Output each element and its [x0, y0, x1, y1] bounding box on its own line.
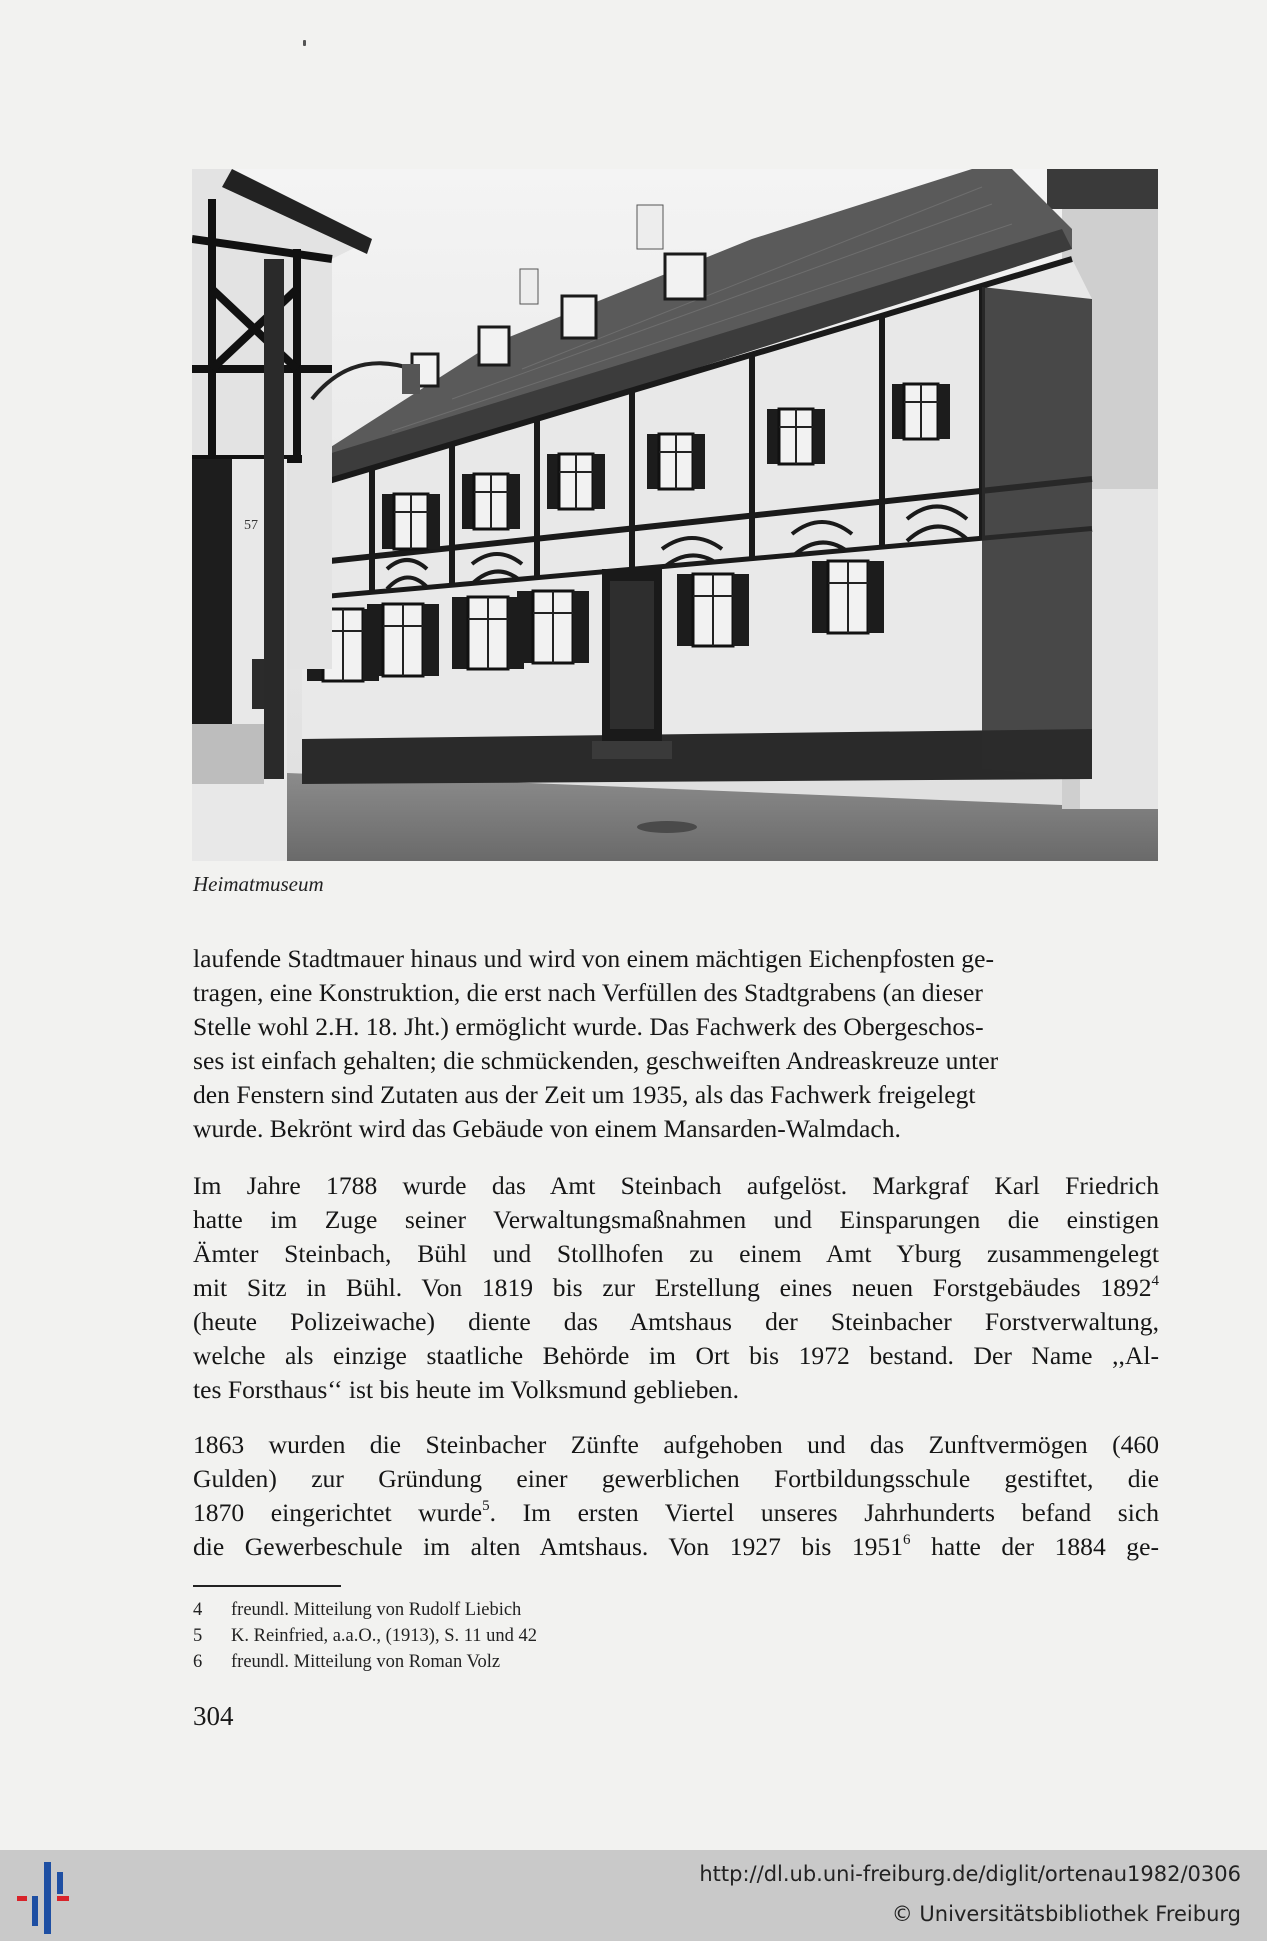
text-line	[193, 1530, 1159, 1564]
source-url-link[interactable]: http://dl.ub.uni-freiburg.de/diglit/ortenau1982/0306	[699, 1862, 1241, 1886]
text-line: (heute Polizeiwache) diente das Amtshaus der Steinbacher Forstverwaltung,	[193, 1307, 1159, 1336]
footnotes	[193, 1597, 537, 1675]
library-banner	[0, 1850, 1267, 1941]
footnote	[193, 1649, 537, 1675]
footnote-number: 6	[193, 1652, 203, 1672]
text-line: welche als einzige staatliche Behörde im Ort bis 1972 bestand. Der Name ,,Al-	[193, 1341, 1159, 1370]
text-segment: hatte der 1884 ge-	[910, 1532, 1159, 1561]
paragraph-2	[193, 1169, 1159, 1407]
footnote-number: 4	[193, 1600, 203, 1620]
paragraph-3	[193, 1428, 1159, 1564]
text-line: Ämter Steinbach, Bühl und Stollhofen zu einem Amt Yburg zusammengelegt	[193, 1239, 1159, 1268]
text-line: laufende Stadtmauer hinaus und wird von einem mächtigen Eichenpfosten ge-	[193, 944, 994, 973]
figure-caption: Heimatmuseum	[193, 872, 324, 896]
text-line: tragen, eine Konstruktion, die erst nach Verfüllen des Stadtgrabens (an dieser	[193, 978, 983, 1007]
ub-freiburg-logo-icon[interactable]	[17, 1862, 79, 1934]
copyright-notice: © Universitätsbibliothek Freiburg	[891, 1902, 1241, 1926]
text-line: tes Forsthaus‘‘ ist bis heute im Volksmund geblieben.	[193, 1375, 739, 1404]
text-segment: . Im ersten Viertel unseres Jahrhunderts befand sich	[489, 1498, 1159, 1527]
house-number: 57	[244, 518, 258, 533]
footnote-text: freundl. Mitteilung von Rudolf Liebich	[231, 1600, 522, 1620]
page-number: 304	[193, 1701, 234, 1731]
scan-speck	[303, 40, 306, 46]
text-line: ses ist einfach gehalten; die schmückenden, geschweiften Andreaskreuze unter	[193, 1046, 999, 1075]
text-line: wurde. Bekrönt wird das Gebäude von einem Mansarden-Walmdach.	[193, 1114, 901, 1143]
text-line: hatte im Zuge seiner Verwaltungsmaßnahmen und Einsparungen die einstigen	[193, 1205, 1159, 1234]
footnote-text: K. Reinfried, a.a.O., (1913), S. 11 und 42	[231, 1626, 538, 1646]
text-line: Stelle wohl 2.H. 18. Jht.) ermöglicht wurde. Das Fachwerk des Obergeschos-	[193, 1012, 984, 1041]
text-line	[193, 1271, 1159, 1305]
text-segment: 1870 eingerichtet wurde	[193, 1498, 483, 1527]
footnote-text: freundl. Mitteilung von Roman Volz	[231, 1652, 501, 1672]
text-segment: die Gewerbeschule im alten Amtshaus. Von 1927 bis 1951	[193, 1532, 904, 1561]
footnote-number: 5	[193, 1626, 203, 1646]
text-line: Gulden) zur Gründung einer gewerblichen Fortbildungsschule gestiftet, die	[193, 1464, 1159, 1493]
paragraph-1	[193, 942, 1159, 1146]
footnote-ref: 6	[903, 1532, 911, 1548]
text-segment: mit Sitz in Bühl. Von 1819 bis zur Erstellung eines neuen Forstgebäudes 1892	[193, 1273, 1152, 1302]
footnote-divider	[193, 1585, 341, 1587]
text-line: 1863 wurden die Steinbacher Zünfte aufgehoben und das Zunftvermögen (460	[193, 1430, 1159, 1459]
footnote-ref: 4	[1151, 1273, 1159, 1289]
photo-heimatmuseum	[192, 169, 1158, 861]
text-line: den Fenstern sind Zutaten aus der Zeit um 1935, als das Fachwerk freigelegt	[193, 1080, 976, 1109]
text-line: Im Jahre 1788 wurde das Amt Steinbach aufgelöst. Markgraf Karl Friedrich	[193, 1171, 1159, 1200]
text-line	[193, 1496, 1159, 1530]
footnote	[193, 1597, 537, 1623]
footnote-ref: 5	[482, 1498, 490, 1514]
footnote	[193, 1623, 537, 1649]
